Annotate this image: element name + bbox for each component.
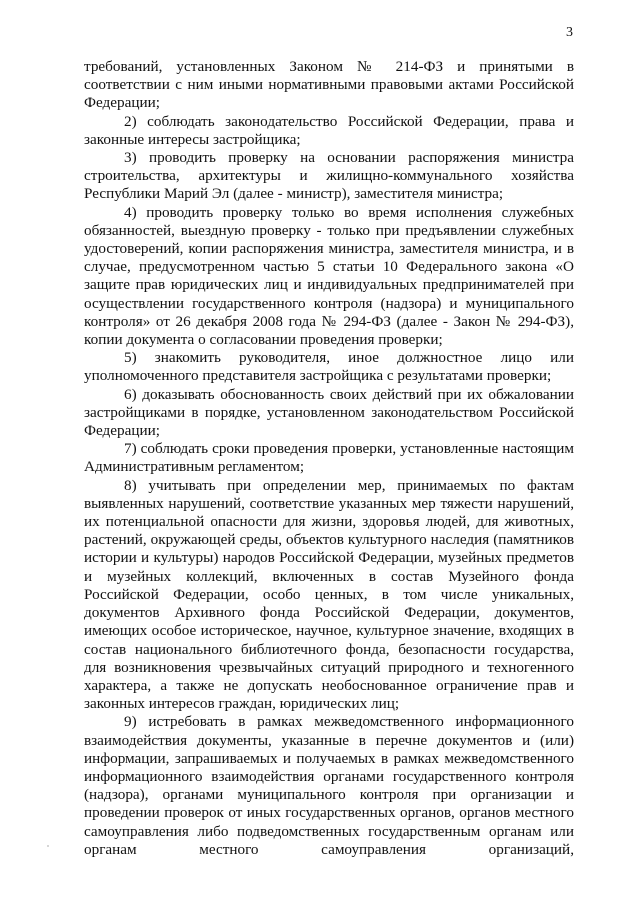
paragraph-item-5: 5) знакомить руководителя, иное должностное лицо или уполномоченного представителя застройщика с результатами проверки; <box>84 349 574 385</box>
paragraph-item-7: 7) соблюдать сроки проведения проверки, установленные настоящим Административным регламентом; <box>84 440 574 476</box>
paragraph-continuation: требований, установленных Законом № 214-ФЗ и принятыми в соответствии с ним иными нормативными правовыми актами Российской Федерации; <box>84 58 574 112</box>
paragraph-item-6: 6) доказывать обоснованность своих действий при их обжаловании застройщиками в порядке, установленном законодательством Российской Федерации; <box>84 385 574 440</box>
scan-speck <box>47 845 49 847</box>
page-number: 3 <box>566 25 573 40</box>
document-body <box>84 58 574 859</box>
paragraph-item-3: 3) проводить проверку на основании распоряжения министра строительства, архитектуры и жилищно-коммунального хозяйства Республики Марий Эл (далее - министр), заместителя министра; <box>84 149 574 203</box>
paragraph-item-4: 4) проводить проверку только во время исполнения служебных обязанностей, выездную проверку - только при предъявлении служебных удостоверений, копии распоряжения министра, заместителя министра, и в случае, предусмотренном частью 5 статьи 10 Федерального закона «О защите прав юридических лиц и индивидуальных предпринимателей при осуществлении государственного контроля (надзора) и муниципального контроля» от 26 декабря 2008 года № 294-ФЗ (далее - Закон № 294-ФЗ), копии документа о согласовании проведения проверки; <box>84 203 574 349</box>
paragraph-item-2: 2) соблюдать законодательство Российской Федерации, права и законные интересы застройщика; <box>84 112 574 148</box>
paragraph-item-8: 8) учитывать при определении мер, принимаемых по фактам выявленных нарушений, соответствие указанных мер тяжести нарушений, их потенциальной опасности для жизни, здоровья людей, для животных, растений, окружающей среды, объектов культурного наследия (памятников истории и культуры) народов Российской Федерации, музейных предметов и музейных коллекций, включенных в состав Музейного фонда Российской Федерации, особо ценных, в том числе уникальных, документов Архивного фонда Российской Федерации, документов, имеющих особое историческое, научное, культурное значение, входящих в состав национального библиотечного фонда, безопасности государства, для возникновения чрезвычайных ситуаций природного и техногенного характера, а также не допускать необоснованное ограничение прав и законных интересов граждан, юридических лиц; <box>84 476 574 713</box>
paragraph-item-9: 9) истребовать в рамках межведомственного информационного взаимодействия документы, указанные в перечне документов и (или) информации, запрашиваемых и получаемых в рамках межведомственного информационного взаимодействия органами государственного контроля (надзора), органами муниципального контроля при организации и проведении проверок от иных государственных органов, органов местного самоуправления либо подведомственных государственным органам или органам местного самоуправления организаций, <box>84 713 574 858</box>
